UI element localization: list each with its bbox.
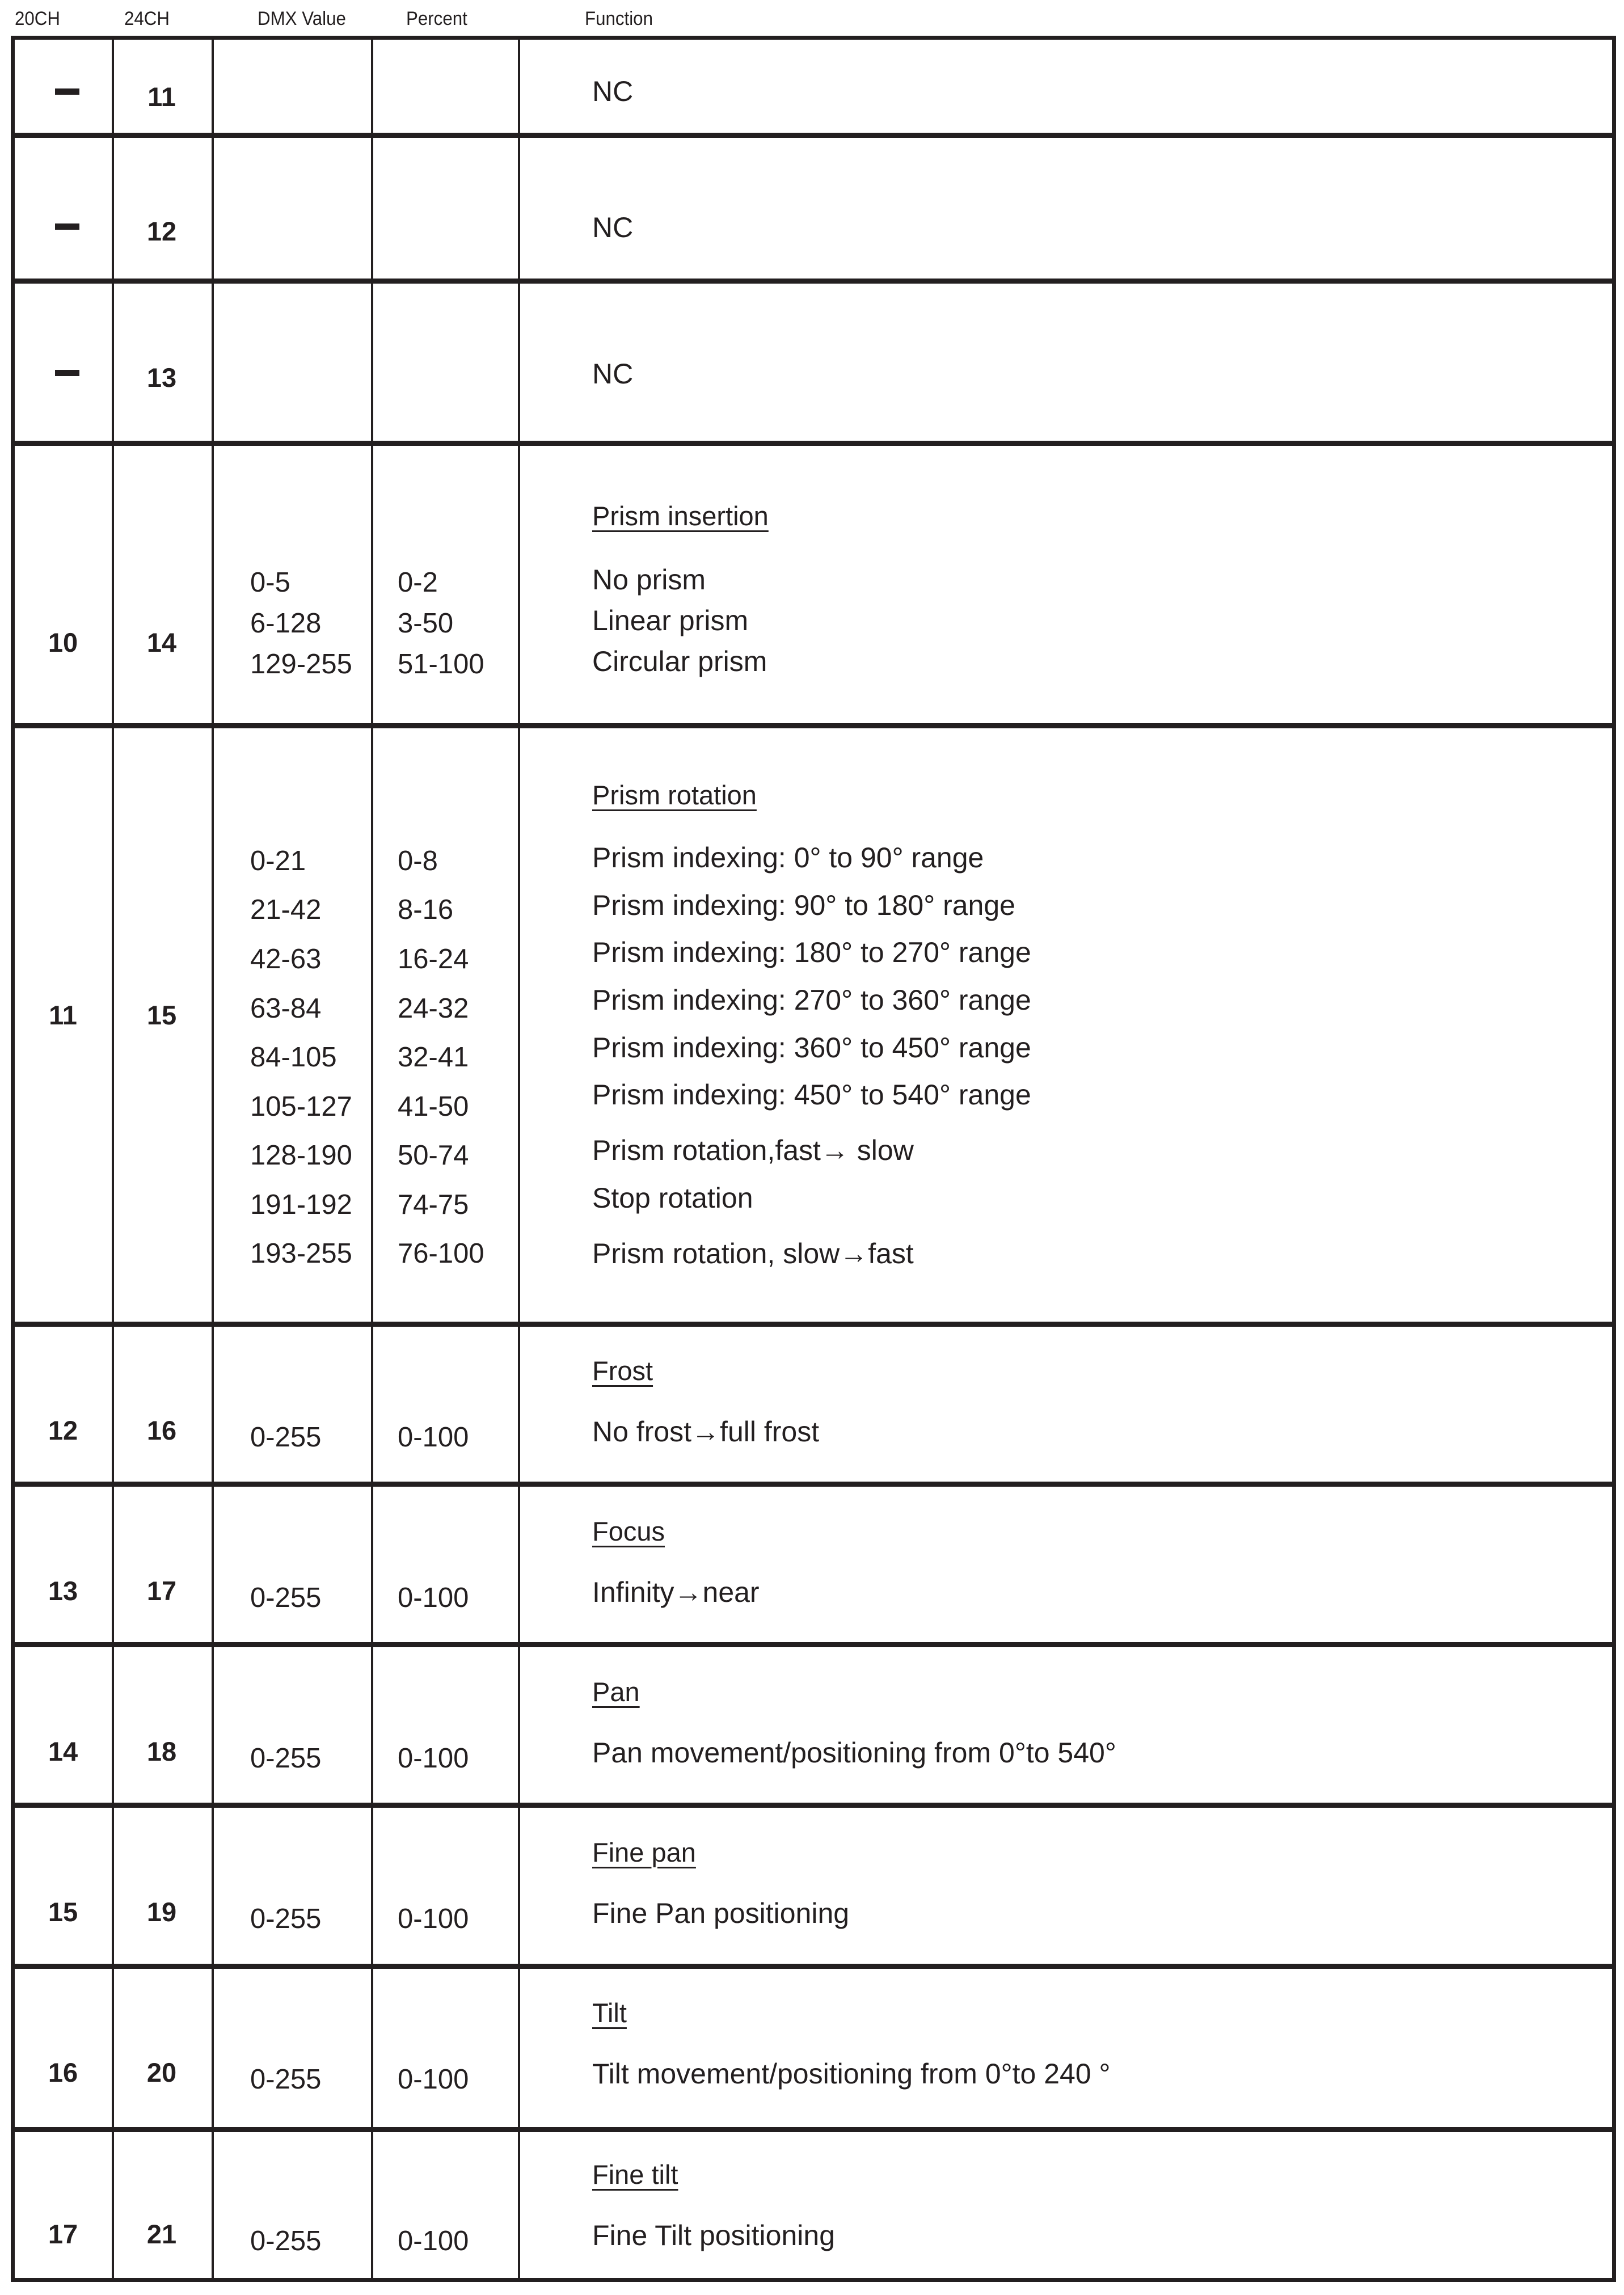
ch24-number: 14	[146, 627, 177, 657]
percent-value: 24-32	[398, 993, 469, 1024]
function-text: Stop rotation	[592, 1182, 753, 1214]
ch20-number: 13	[48, 1576, 78, 1606]
dmx-value: 0-255	[250, 2226, 322, 2256]
function-text: Tilt movement/positioning from 0°to 240 °	[592, 2058, 1111, 2090]
ch20-number: 12	[48, 1415, 78, 1445]
ch20-number: 10	[48, 627, 78, 657]
function-text: Infinity→near	[592, 1576, 760, 1608]
percent-value: 0-100	[398, 1422, 469, 1453]
function-heading: Fine tilt	[592, 2159, 678, 2189]
function-text: NC	[592, 358, 634, 390]
percent-value: 0-8	[398, 846, 438, 876]
row-divider	[11, 1803, 1616, 1808]
ch20-number: 17	[48, 2219, 78, 2249]
dmx-value: 84-105	[250, 1042, 337, 1073]
function-text: Linear prism	[592, 605, 749, 636]
ch20-number: 16	[48, 2057, 78, 2087]
ch24-number: 16	[146, 1415, 177, 1445]
percent-value: 74-75	[398, 1189, 469, 1220]
percent-value: 50-74	[398, 1140, 469, 1171]
function-text: No frost→full frost	[592, 1416, 820, 1448]
dmx-value: 128-190	[250, 1140, 352, 1171]
percent-value: 0-2	[398, 567, 438, 598]
column-header-20ch: 20CH	[15, 8, 60, 29]
function-text: Prism indexing: 450° to 540° range	[592, 1079, 1031, 1111]
ch24-number: 12	[146, 216, 177, 246]
ch20-number: 15	[48, 1897, 78, 1927]
function-text: No prism	[592, 564, 706, 596]
function-text: Prism indexing: 360° to 450° range	[592, 1032, 1031, 1064]
function-text: Pan movement/positioning from 0°to 540°	[592, 1737, 1116, 1769]
percent-value: 0-100	[398, 1743, 469, 1774]
ch24-number: 11	[147, 82, 176, 112]
dmx-value: 63-84	[250, 993, 322, 1024]
function-text: Prism indexing: 0° to 90° range	[592, 842, 984, 874]
row-divider	[11, 1482, 1616, 1487]
row-divider	[11, 1642, 1616, 1647]
percent-value: 0-100	[398, 1583, 469, 1613]
dmx-value: 0-5	[250, 567, 290, 598]
dmx-value: 0-255	[250, 1583, 322, 1613]
function-heading: Focus	[592, 1516, 665, 1546]
function-text: NC	[592, 75, 634, 107]
function-text: Prism rotation, slow→fast	[592, 1238, 914, 1269]
percent-value: 3-50	[398, 608, 454, 639]
dmx-value: 129-255	[250, 649, 352, 680]
percent-value: 8-16	[398, 895, 454, 925]
dmx-value: 0-255	[250, 2064, 322, 2095]
ch20-dash-label	[55, 355, 79, 389]
ch24-number: 20	[146, 2057, 177, 2087]
percent-value: 0-100	[398, 2064, 469, 2095]
column-header-dmx-value: DMX Value	[258, 8, 346, 29]
percent-value: 0-100	[398, 1904, 469, 1934]
row-divider	[11, 441, 1616, 446]
ch20-dash-label	[55, 209, 79, 243]
column-header-function: Function	[585, 8, 653, 29]
column-divider	[212, 36, 214, 2282]
ch24-number: 13	[146, 362, 177, 393]
dmx-value: 21-42	[250, 895, 322, 925]
percent-value: 0-100	[398, 2226, 469, 2256]
ch24-number: 18	[146, 1736, 177, 1766]
function-text: Prism indexing: 90° to 180° range	[592, 889, 1015, 921]
column-divider	[371, 36, 373, 2282]
column-header-percent: Percent	[406, 8, 467, 29]
dmx-value: 193-255	[250, 1238, 352, 1269]
ch24-number: 15	[146, 1000, 177, 1030]
function-heading: Fine pan	[592, 1837, 696, 1867]
function-heading: Prism insertion	[592, 501, 769, 531]
row-divider	[11, 723, 1616, 728]
dmx-value: 0-255	[250, 1743, 322, 1774]
row-divider	[11, 1322, 1616, 1327]
row-divider	[11, 1964, 1616, 1969]
dmx-value: 6-128	[250, 608, 322, 639]
function-heading: Pan	[592, 1677, 640, 1707]
dmx-value: 42-63	[250, 944, 322, 974]
function-text: Fine Tilt positioning	[592, 2220, 836, 2251]
dmx-value: 105-127	[250, 1091, 352, 1122]
percent-value: 32-41	[398, 1042, 469, 1073]
row-divider	[11, 279, 1616, 284]
ch24-number: 19	[146, 1897, 177, 1927]
function-text: Prism indexing: 180° to 270° range	[592, 936, 1031, 968]
function-text: Circular prism	[592, 646, 767, 677]
row-divider	[11, 2127, 1616, 2132]
percent-value: 41-50	[398, 1091, 469, 1122]
percent-value: 16-24	[398, 944, 469, 974]
function-heading: Tilt	[592, 1998, 627, 2028]
function-heading: Frost	[592, 1356, 653, 1386]
function-text: Fine Pan positioning	[592, 1897, 850, 1929]
column-divider	[518, 36, 520, 2282]
function-text: Prism rotation,fast→ slow	[592, 1134, 914, 1166]
ch24-number: 17	[146, 1576, 177, 1606]
percent-value: 51-100	[398, 649, 484, 680]
function-heading: Prism rotation	[592, 780, 757, 810]
row-divider	[11, 133, 1616, 138]
function-text: Prism indexing: 270° to 360° range	[592, 984, 1031, 1016]
dmx-value: 0-255	[250, 1422, 322, 1453]
function-text: NC	[592, 212, 634, 243]
column-header-24ch: 24CH	[124, 8, 170, 29]
dmx-value: 0-21	[250, 846, 306, 876]
percent-value: 76-100	[398, 1238, 484, 1269]
ch20-number: 11	[49, 1000, 77, 1030]
ch20-number: 14	[48, 1736, 78, 1766]
ch24-number: 21	[146, 2219, 177, 2249]
dmx-value: 0-255	[250, 1904, 322, 1934]
dmx-value: 191-192	[250, 1189, 352, 1220]
ch20-dash-label	[55, 74, 79, 108]
